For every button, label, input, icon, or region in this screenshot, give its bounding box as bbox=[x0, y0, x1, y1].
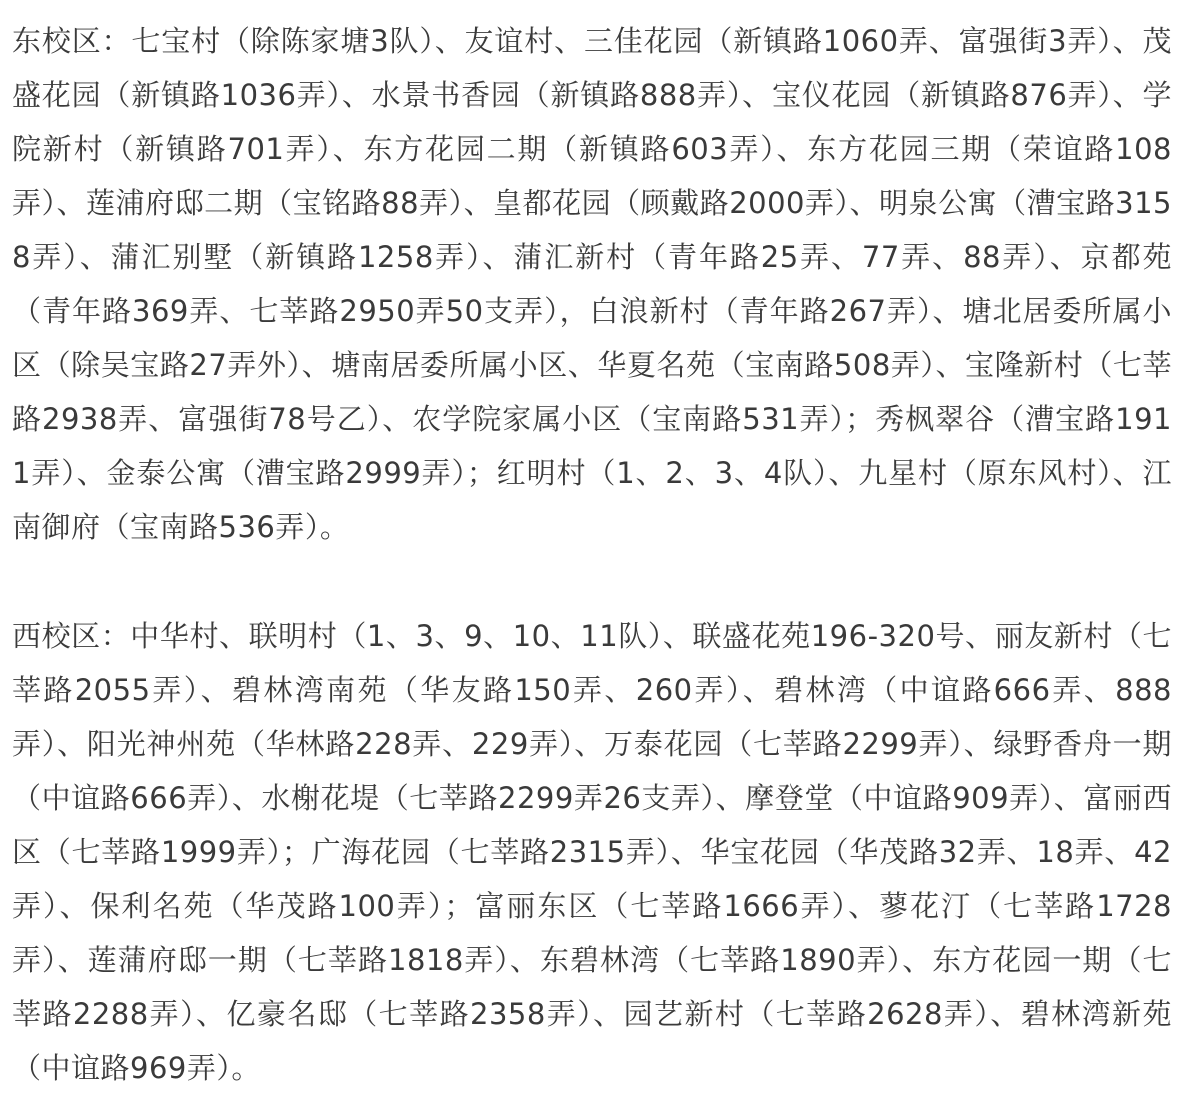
west-campus-paragraph: 西校区：中华村、联明村（1、3、9、10、11队）、联盛花苑196-320号、丽友新村（七莘路2055弄）、碧林湾南苑（华友路150弄、260弄）、碧林湾（中谊路666弄、888弄）、阳光神州苑（华林路228弄、229弄）、万泰花园（七莘路2299弄）、绿野香舟一期（中谊路666弄）、水榭花堤（七莘路2299弄26支弄）、摩登堂（中谊路909弄）、富丽西区（七莘路1999弄）；广海花园（七莘路2315弄）、华宝花园（华茂路32弄、18弄、42弄）、保利名苑（华茂路100弄）；富丽东区（七莘路1666弄）、蓼花汀（七莘路1728弄）、莲蒲府邸一期（七莘路1818弄）、东碧林湾（七莘路1890弄）、东方花园一期（七莘路2288弄）、亿豪名邸（七莘路2358弄）、园艺新村（七莘路2628弄）、碧林湾新苑（中谊路969弄）。 bbox=[12, 619, 1172, 1085]
paragraph-spacer bbox=[12, 554, 1172, 609]
document-body bbox=[12, 14, 1172, 1095]
east-campus-paragraph: 东校区：七宝村（除陈家塘3队）、友谊村、三佳花园（新镇路1060弄、富强街3弄）、茂盛花园（新镇路1036弄）、水景书香园（新镇路888弄）、宝仪花园（新镇路876弄）、学院新村（新镇路701弄）、东方花园二期（新镇路603弄）、东方花园三期（荣谊路108弄）、莲浦府邸二期（宝铭路88弄）、皇都花园（顾戴路2000弄）、明泉公寓（漕宝路3158弄）、蒲汇别墅（新镇路1258弄）、蒲汇新村（青年路25弄、77弄、88弄）、京都苑（青年路369弄、七莘路2950弄50支弄），白浪新村（青年路267弄）、塘北居委所属小区（除吴宝路27弄外）、塘南居委所属小区、华夏名苑（宝南路508弄）、宝隆新村（七莘路2938弄、富强街78号乙）、农学院家属小区（宝南路531弄）；秀枫翠谷（漕宝路1911弄）、金泰公寓（漕宝路2999弄）；红明村（1、2、3、4队）、九星村（原东风村）、江南御府（宝南路536弄）。 bbox=[12, 24, 1172, 544]
